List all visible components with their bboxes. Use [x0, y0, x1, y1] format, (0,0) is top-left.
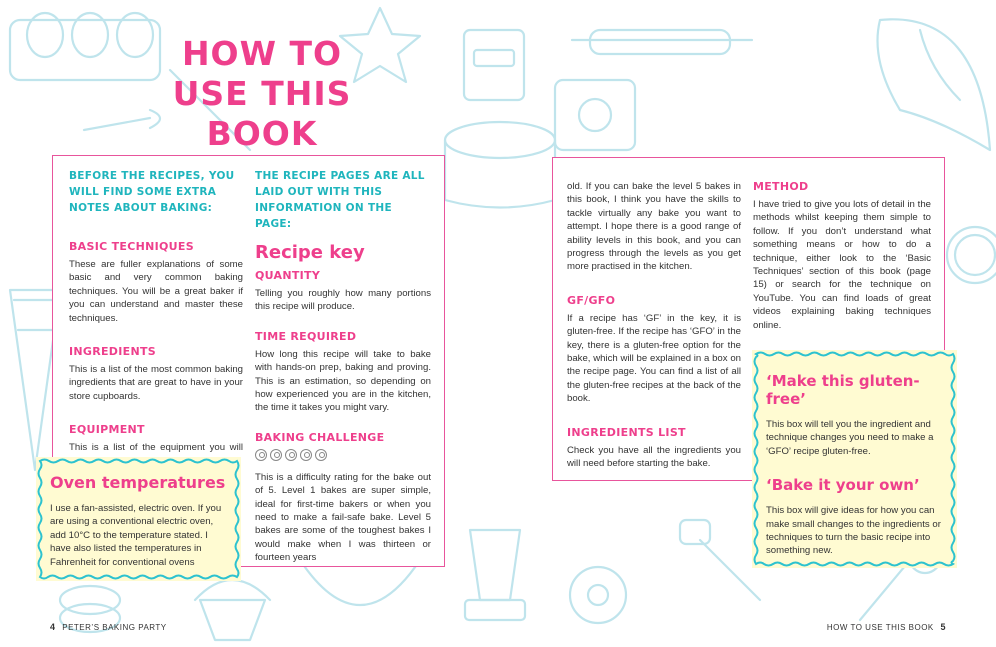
- donut-rating-icon: [315, 449, 327, 461]
- croissant-icon: [878, 19, 991, 150]
- section-text-method: I have tried to give you lots of detail in the methods whilst keeping them simple to follow. If you don’t understand what something means or how to do a technique, either look to the ‘Basic Techniques’ section of this book (page 15) or search for the technique on YouTube. You can find loads of great videos explaining baking techniques online.: [753, 199, 931, 331]
- section-text-time-required: How long this recipe will take to bake with hands-on prep, baking and proving. This is an estimation, so depending on how experienced you are in the kitchen, the time it takes you might vary.: [255, 348, 431, 414]
- section-heading-time-required: TIME REQUIRED: [255, 329, 357, 343]
- scale-icon: [555, 80, 635, 150]
- lemon-icon: [947, 227, 996, 283]
- baking-challenge-rating: [255, 449, 431, 461]
- sugar-jar-icon: [464, 30, 524, 100]
- left-panel-col2: [255, 168, 431, 565]
- section-text-ingredients-list: Check you have all the ingredients you will need before starting the bake.: [567, 444, 741, 470]
- cupcake-icon: [195, 580, 270, 640]
- page-number-left: 4: [50, 622, 56, 632]
- gluten-box-title-1: ‘Make this gluten-free’: [766, 372, 920, 408]
- oven-box-text: I use a fan-assisted, electric oven. If you are using a conventional electric oven, add 10°C to the temperature stated. I have also listed the temperatures in Fahrenheit for conventional ovens: [50, 503, 222, 568]
- oven-box-title: Oven temperatures: [50, 473, 226, 492]
- left-panel-col1: [69, 168, 243, 468]
- page-number-right: 5: [940, 622, 946, 632]
- footer-chapter-title: HOW TO USE THIS BOOK: [826, 623, 934, 632]
- section-heading-method: METHOD: [753, 180, 809, 193]
- page-title-line1: HOW TO: [181, 34, 343, 73]
- rolling-pin-icon: [572, 30, 752, 54]
- section-heading-gf-gfo: GF/GFO: [567, 293, 616, 307]
- section-heading-basic-techniques: BASIC TECHNIQUES: [69, 240, 194, 253]
- section-heading-equipment: EQUIPMENT: [69, 423, 145, 437]
- page-title: [132, 34, 392, 154]
- spatula-icon: [680, 520, 760, 600]
- col2-intro: THE RECIPE PAGES ARE ALL LAID OUT WITH THIS INFORMATION ON THE PAGE:: [255, 170, 425, 230]
- donut-rating-icon: [300, 449, 312, 461]
- gluten-box-text-2: This box will give ideas for how you can make small changes to the ingredients or techniques to turn the basic recipe into something new.: [766, 505, 941, 557]
- right-panel-col1: [567, 180, 741, 471]
- page-title-line2: USE THIS BOOK: [172, 74, 352, 153]
- cake-icon: [445, 122, 555, 208]
- gluten-box-title-2: ‘Bake it your own’: [766, 476, 920, 495]
- gluten-box-text-1: This box will tell you the ingredient and technique changes you need to make a ‘GFO’ recipe gluten-free.: [766, 419, 934, 457]
- right-panel-col2: [753, 180, 931, 332]
- recipe-key-heading: Recipe key: [255, 242, 365, 263]
- donut-rating-icon: [255, 449, 267, 461]
- gluten-free-box: [752, 350, 957, 568]
- section-text-ingredients: This is a list of the most common baking ingredients that are great to have in your store cupboards.: [69, 364, 243, 402]
- oven-temperatures-box: [36, 457, 241, 581]
- section-text-equipment: This is a list of the equipment you will: [69, 442, 243, 454]
- footer-left: [46, 622, 167, 632]
- section-heading-ingredients: INGREDIENTS: [69, 345, 156, 359]
- section-text-baking-challenge: This is a difficulty rating for the bake out of 5. Level 1 bakes are super simple, ideal for first-time bakers or when you need to make a fail-safe bake. Level 5 bakes are some of the toughest bakes I would make when I was thirteen or fourteen years: [255, 471, 431, 564]
- section-heading-ingredients-list: INGREDIENTS LIST: [567, 425, 686, 439]
- continued-text: old. If you can bake the level 5 bakes in this book, I think you have the skills to tackle virtually any bake you want to attempt. I hope there is a good range of ability levels in this book, and you can progress through the levels as you get more practised in the kitchen.: [567, 181, 741, 273]
- footer-right: [827, 622, 950, 632]
- donut-rating-icon: [285, 449, 297, 461]
- blender-icon: [465, 530, 525, 620]
- section-text-gf-gfo: If a recipe has ‘GF’ in the key, it is gluten-free. If the recipe has ‘GFO’ in the key, there is a gluten-free option for the bake, which will be explained in a box on the recipe page. You can find a list of all the gluten-free recipes at the back of the book.: [567, 312, 741, 405]
- donut-icon: [570, 567, 626, 623]
- section-text-basic-techniques: These are fuller explanations of some basic and very common baking techniques. You will be a great baker if you can understand and master these techniques.: [69, 259, 243, 324]
- section-heading-baking-challenge: BAKING CHALLENGE: [255, 430, 385, 444]
- donut-rating-icon: [270, 449, 282, 461]
- col1-intro: BEFORE THE RECIPES, YOU WILL FIND SOME EXTRA NOTES ABOUT BAKING:: [69, 170, 235, 214]
- section-text-quantity: Telling you roughly how many portions this recipe will produce.: [255, 288, 431, 313]
- footer-book-title: PETER’S BAKING PARTY: [62, 623, 167, 632]
- section-heading-quantity: QUANTITY: [255, 269, 321, 282]
